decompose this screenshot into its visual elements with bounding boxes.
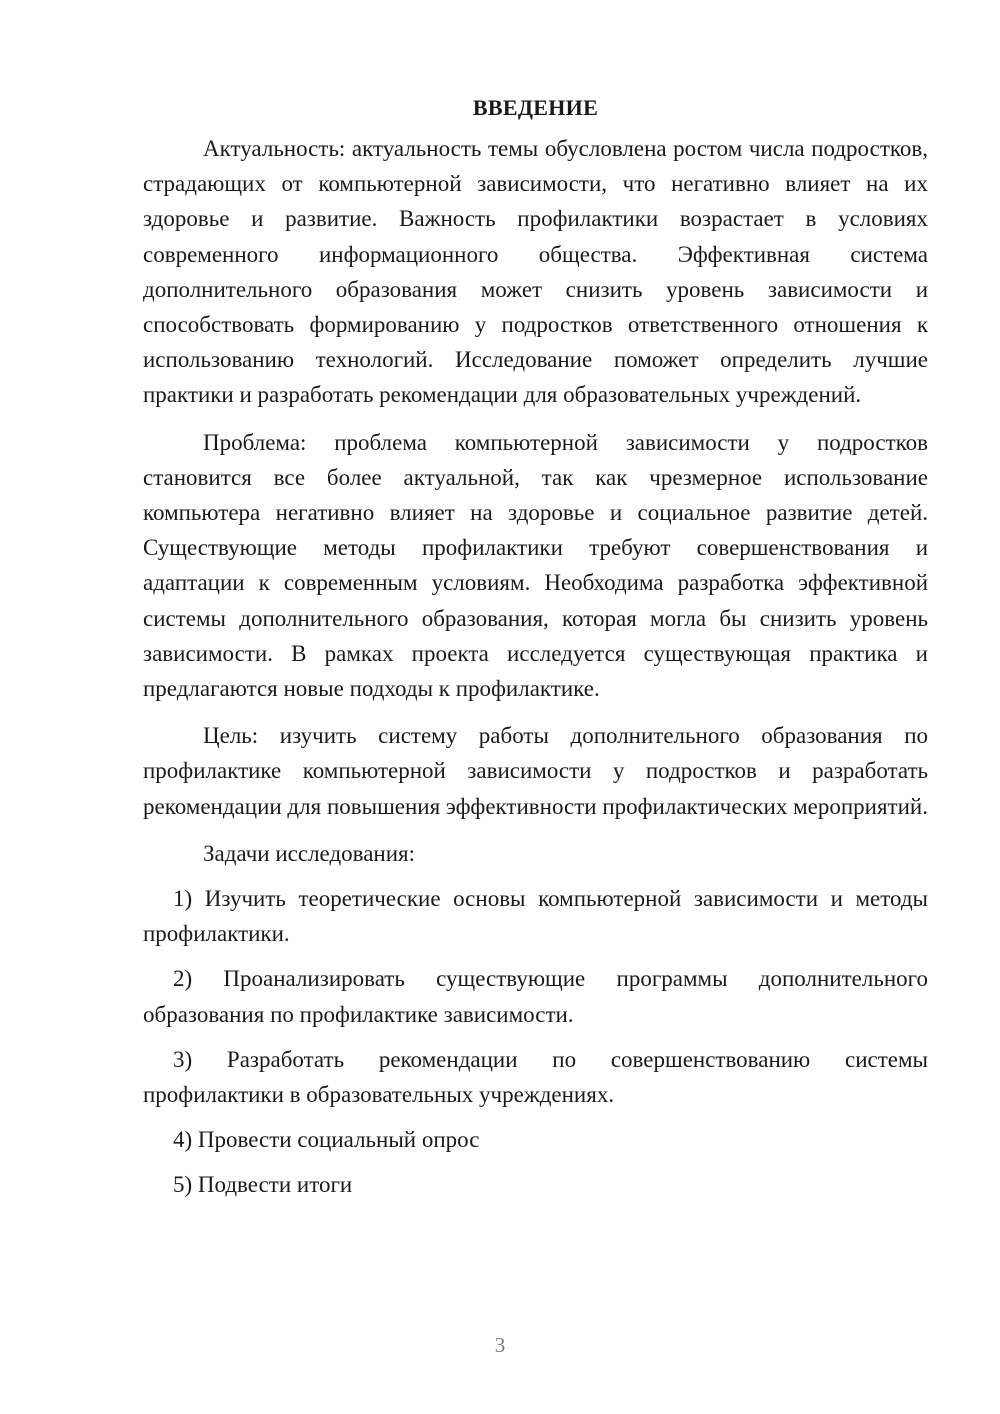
paragraph-relevance: Актуальность: актуальность темы обусловлена ростом числа подростков, страдающих от компьютерной зависимости, что негативно влияет на их здоровье и развитие. Важность профилактики возрастает в условиях современного информационного общества. Эффективная система дополнительного образования может снизить уровень зависимости и способствовать формированию у подростков ответственного отношения к использованию технологий. Исследование поможет определить лучшие практики и разработать рекомендации для образовательных учреждений. [143,136,928,408]
task-item-1: 1) Изучить теоретические основы компьютерной зависимости и методы профилактики. [143,886,928,947]
task-item-5: 5) Подвести итоги [173,1172,353,1198]
task-item-2: 2) Проанализировать существующие программы дополнительного образования по профилактике зависимости. [143,966,928,1027]
task-item-4: 4) Провести социальный опрос [173,1127,480,1153]
paragraph-goal: Цель: изучить систему работы дополнительного образования по профилактике компьютерной зависимости у подростков и разработать рекомендации для повышения эффективности профилактических мероприятий. [143,723,928,819]
task-item-3: 3) Разработать рекомендации по совершенствованию системы профилактики в образовательных учреждениях. [143,1046,928,1108]
page-number: 3 [494,1333,506,1357]
page-body [143,90,928,1213]
tasks-heading: Задачи исследования: [203,840,416,866]
section-title: ВВЕДЕНИЕ [472,95,599,120]
paragraph-problem: Проблема: проблема компьютерной зависимости у подростков становится все более актуальной, так как чрезмерное использование компьютера негативно влияет на здоровье и социальное развитие детей. Существующие методы профилактики требуют совершенствования и адаптации к современным условиям. Необходима разработка эффективной системы дополнительного образования, которая могла бы снизить уровень зависимости. В рамках проекта исследуется существующая практика и предлагаются новые подходы к профилактике. [143,429,928,702]
